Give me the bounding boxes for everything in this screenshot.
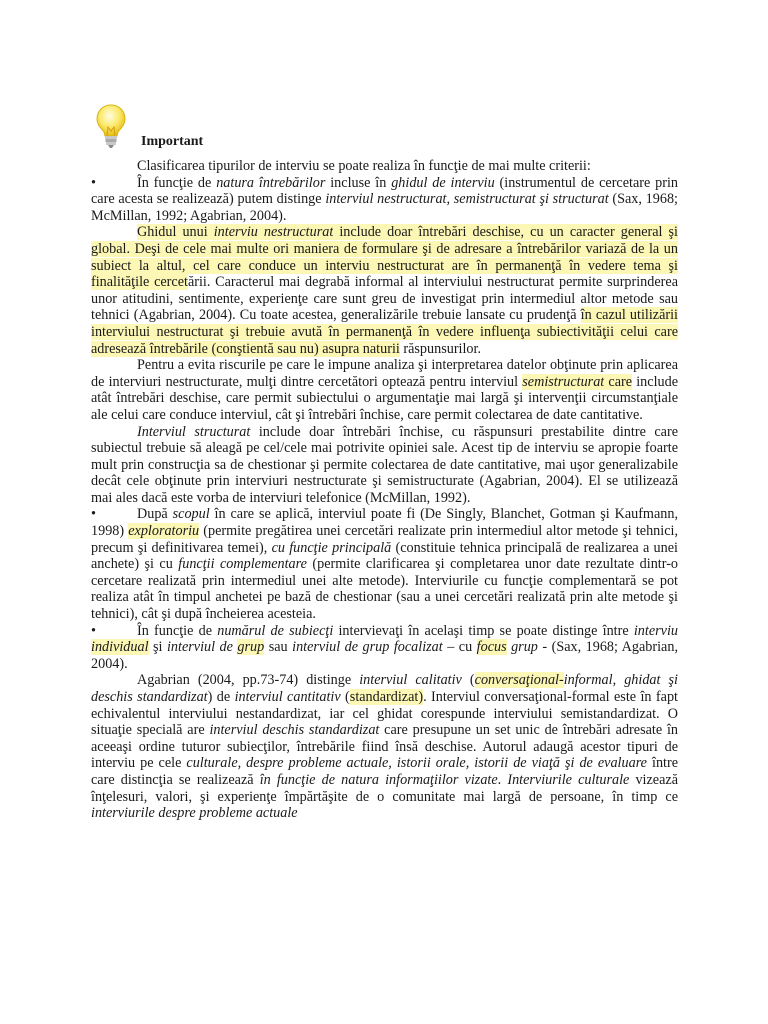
- document-body: [91, 158, 678, 822]
- bullet-marker: •: [91, 174, 96, 191]
- light-bulb-icon: [94, 103, 128, 149]
- paragraph-agabrian: Agabrian (2004, pp.73-74) distinge interviul calitativ (conversaţional-informal, ghidat şi deschis standardizat) de interviul cantitativ (standardizat). Interviul conversaţional-formal este în fapt echivalentul interviului nestandardizat, iar cel ghidat corespunde interviului semistandardizat. O situaţie specială are interviul deschis standardizat care presupune un set unic de întrebări adresate în aceeaşi ordine tuturor subiecţilor, întrebările fiind însă deschise. Autorul adaugă acestor tipuri de interviu pe cele culturale, despre probleme actuale, istorii orale, istorii de viaţă şi de evaluare între care distincţia se realizează în funcţie de natura informaţiilor vizate. Interviurile culturale vizează înţelesuri, valori, şi experienţe împărtăşite de o comunitate mai largă de persoane, în timp ce interviurile despre probleme actuale: [91, 672, 678, 822]
- paragraph-bullet-scopul: • După scopul în care se aplică, interviul poate fi (De Singly, Blanchet, Gotman şi Kaufmann, 1998) exploratoriu (permite pregătirea unei cercetări realizate prin intermediul altor metode şi tehnici, precum şi definitivarea temei), cu funcţie principală (constituie tehnica principală de realizarea a unei anchete) şi cu funcţii complementare (permite clarificarea şi completarea unor date rezultate dintr-o cercetare realizată prin intermediul unei alte metode). Interviurile cu funcţie complementară se pot realiza atât în timpul anchetei pe bază de chestionar (sau a unei cercetări realizată prin alte metode şi tehnici), cât şi după încheierea acesteia.: [91, 506, 679, 623]
- bullet-marker: •: [91, 622, 96, 639]
- paragraph-bullet-numarul: • În funcţie de numărul de subiecţi intervievaţi în acelaşi timp se poate distinge între interviu individual şi interviul de grup sau interviul de grup focalizat – cu focus grup - (Sax, 1968; Agabrian, 2004).: [91, 622, 678, 672]
- paragraph-structurat: Interviul structurat include doar întrebări închise, cu răspunsuri prestabilite dintre care subiectul trebuie să aleagă pe cel/cele mai potrivite opiniei sale. Acest tip de interviu se apropie foarte mult prin construcţia sa de chestionar şi permite colectarea de date cantitative, mai uşor generalizabile decât cele obţinute prin interviuri nestructurate şi semistructurate (Agabrian, 2004). El se utilizează mai ales dacă este vorba de interviuri telefonice (McMillan, 1992).: [91, 423, 678, 506]
- important-heading: Important: [141, 134, 204, 149]
- paragraph-semistructurat: Pentru a evita riscurile pe care le impune analiza şi interpretarea datelor obţinute prin aplicarea de interviuri nestructurate, mulţi dintre cercetători optează pentru interviul semistructurat care include atât întrebări deschise, care permit subiectului o argumentaţie mai largă şi intervenţii circumstanţiale ale celui care conduce interviul, cât şi întrebări închise, care permit colectarea de date cantitative.: [91, 357, 678, 423]
- paragraph-nestructurat: Ghidul unui interviu nestructurat include doar întrebări deschise, cu un caracter general şi global. Deşi de cele mai multe ori maniera de formulare şi de adresare a întrebărilor variază de la un subiect la altul, cel care conduce un interviu nestructurat are în permanenţă în vedere tema şi finalităţile cercetării. Caracterul mai degrabă informal al interviului nestructurat permite surprinderea unor atitudini, sentimente, experienţe care sunt greu de investigat prin intermediul altor metode sau tehnici (Agabrian, 2004). Cu toate acestea, generalizările trebuie lansate cu prudenţă în cazul utilizării interviului nestructurat şi trebuie avută în permanenţă în vedere influenţa subiectivităţii celui care adresează întrebările (conştientă sau nu) asupra naturii răspunsurilor.: [91, 224, 678, 357]
- paragraph-bullet-natura: • În funcţie de natura întrebărilor incluse în ghidul de interviu (instrumentul de cercetare prin care acesta se realizează) putem distinge interviul nestructurat, semistructurat şi structurat (Sax, 1968; McMillan, 1992; Agabrian, 2004).: [91, 174, 678, 224]
- paragraph-intro: Clasificarea tipurilor de interviu se poate realiza în funcţie de mai multe criterii:: [137, 158, 591, 174]
- bullet-marker: •: [91, 506, 96, 523]
